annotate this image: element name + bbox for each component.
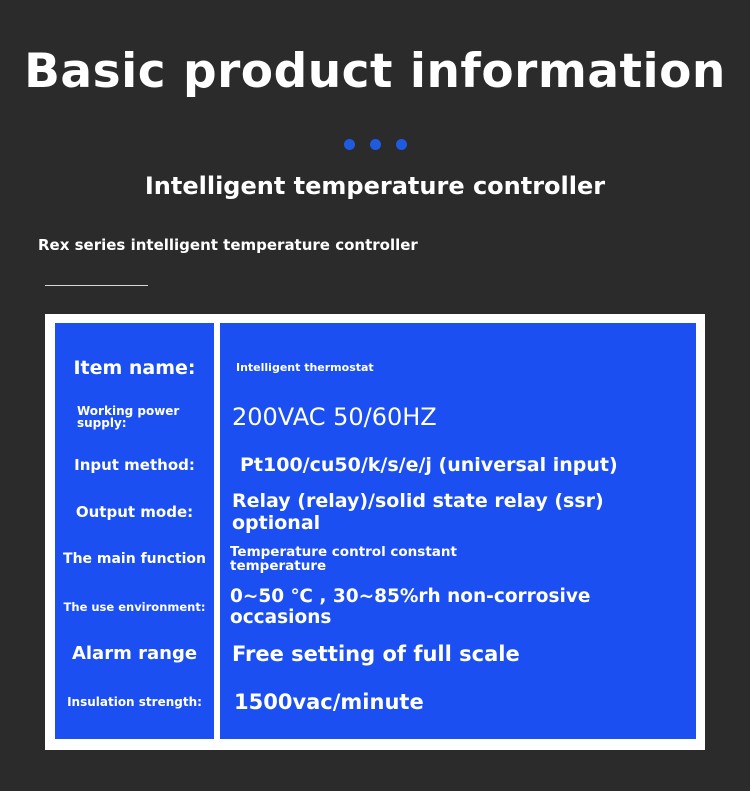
section-subtitle: Intelligent temperature controller (144, 172, 606, 200)
spec-value: Pt100/cu50/k/s/e/j (universal input) (240, 453, 618, 476)
spec-label: Output mode: (75, 502, 194, 521)
spec-label: Working power supply: (77, 403, 180, 430)
spec-value: Intelligent thermostat (236, 361, 374, 374)
dot-icon (344, 139, 355, 150)
spec-label: The use environment: (63, 599, 206, 614)
spec-label: Input method: (74, 455, 195, 474)
spec-values-panel (220, 323, 696, 739)
spec-value: Temperature control constant temperature (230, 543, 457, 574)
spec-label: Item name: (73, 356, 196, 379)
series-caption: Rex series intelligent temperature controller (38, 236, 418, 254)
dot-icon (396, 139, 407, 150)
spec-label: Alarm range (71, 643, 198, 664)
spec-table (45, 314, 705, 750)
decorative-dots (0, 139, 750, 150)
divider (45, 285, 148, 286)
spec-label: The main function (63, 550, 206, 567)
spec-value: Free setting of full scale (232, 641, 520, 666)
spec-label: Insulation strength: (67, 694, 202, 709)
dot-icon (370, 139, 381, 150)
spec-value: 0~50 ℃ , 30~85%rh non-corrosive occasions (230, 585, 591, 628)
spec-value: 200VAC 50/60HZ (232, 402, 437, 431)
spec-value: Relay (relay)/solid state relay (ssr) optional (232, 489, 604, 534)
spec-value: 1500vac/minute (234, 689, 424, 714)
page-title: Basic product information (24, 44, 726, 99)
spec-labels-panel (55, 323, 214, 739)
